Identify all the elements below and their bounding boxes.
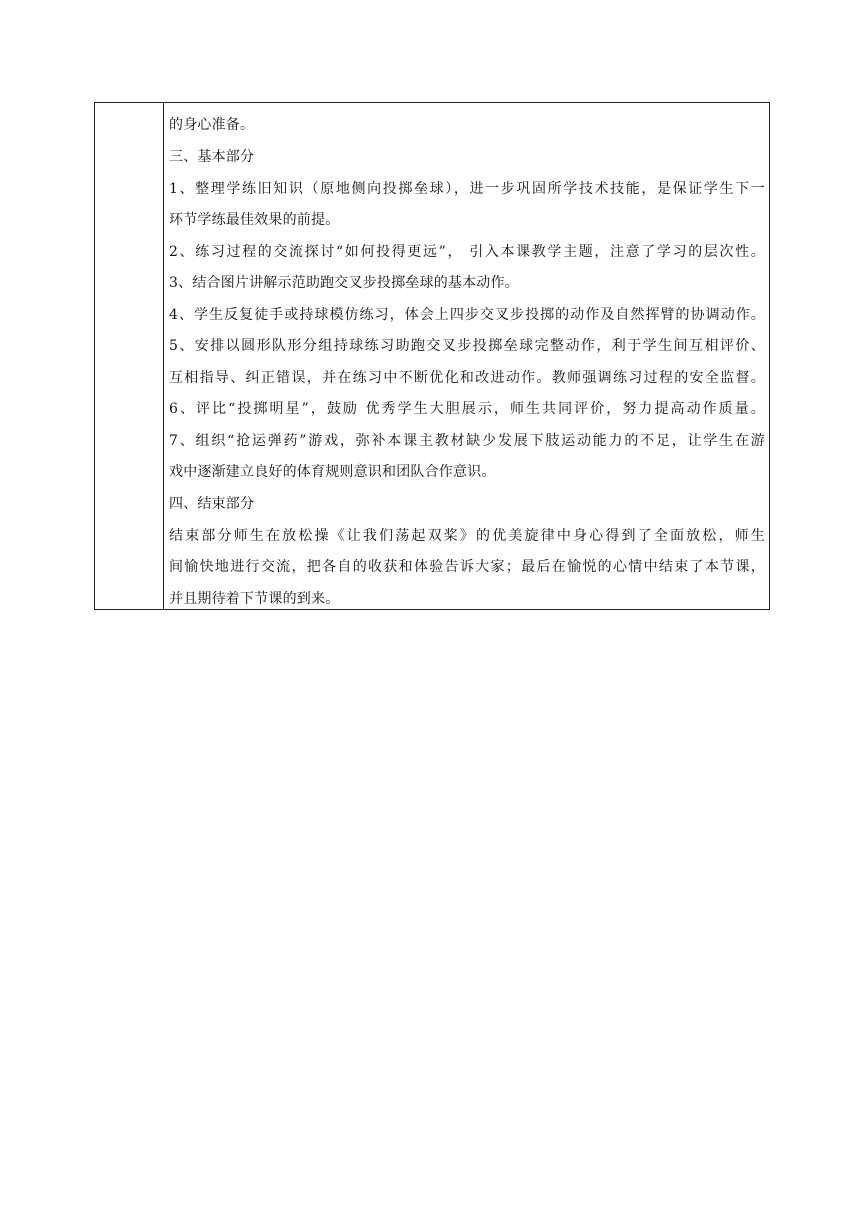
section-heading-ending: 四、结束部分 bbox=[169, 496, 255, 512]
text-line-16: 并且期待着下节课的到来。 bbox=[169, 591, 340, 607]
text-line-7: 4、学生反复徒手或持球模仿练习，体会上四步交叉步投掷的动作及自然挥臂的协调动作。 bbox=[169, 307, 765, 323]
lesson-table bbox=[94, 102, 770, 610]
section-heading-basic: 三、基本部分 bbox=[169, 149, 255, 165]
text-line-10: 6、评比“投掷明星”，鼓励 优秀学生大胆展示，师生共同评价，努力提高动作质量。 bbox=[169, 401, 765, 417]
table-content-cell bbox=[164, 103, 769, 609]
text-line-11: 7、组织“抢运弹药”游戏，弥补本课主教材缺少发展下肢运动能力的不足，让学生在游 bbox=[169, 433, 765, 449]
table-left-cell bbox=[95, 103, 164, 609]
text-line-9: 互相指导、纠正错误，并在练习中不断优化和改进动作。教师强调练习过程的安全监督。 bbox=[169, 370, 765, 386]
text-line-5: 2、练习过程的交流探讨“如何投得更远”， 引入本课教学主题，注意了学习的层次性。 bbox=[169, 244, 765, 260]
text-line-12: 戏中逐渐建立良好的体育规则意识和团队合作意识。 bbox=[169, 464, 496, 480]
text-line-8: 5、安排以圆形队形分组持球练习助跑交叉步投掷垒球完整动作，利于学生间互相评价、 bbox=[169, 338, 765, 354]
text-line-1: 的身心准备。 bbox=[169, 117, 255, 133]
text-line-3: 1、整理学练旧知识（原地侧向投掷垒球），进一步巩固所学技术技能，是保证学生下一 bbox=[169, 181, 765, 197]
text-line-14: 结束部分师生在放松操《让我们荡起双桨》的优美旋律中身心得到了全面放松，师生 bbox=[169, 528, 765, 544]
text-line-6: 3、结合图片讲解示范助跑交叉步投掷垒球的基本动作。 bbox=[169, 275, 519, 291]
text-line-4: 环节学练最佳效果的前提。 bbox=[169, 212, 340, 228]
text-line-15: 间愉快地进行交流，把各自的收获和体验告诉大家；最后在愉悦的心情中结束了本节课， bbox=[169, 559, 765, 575]
